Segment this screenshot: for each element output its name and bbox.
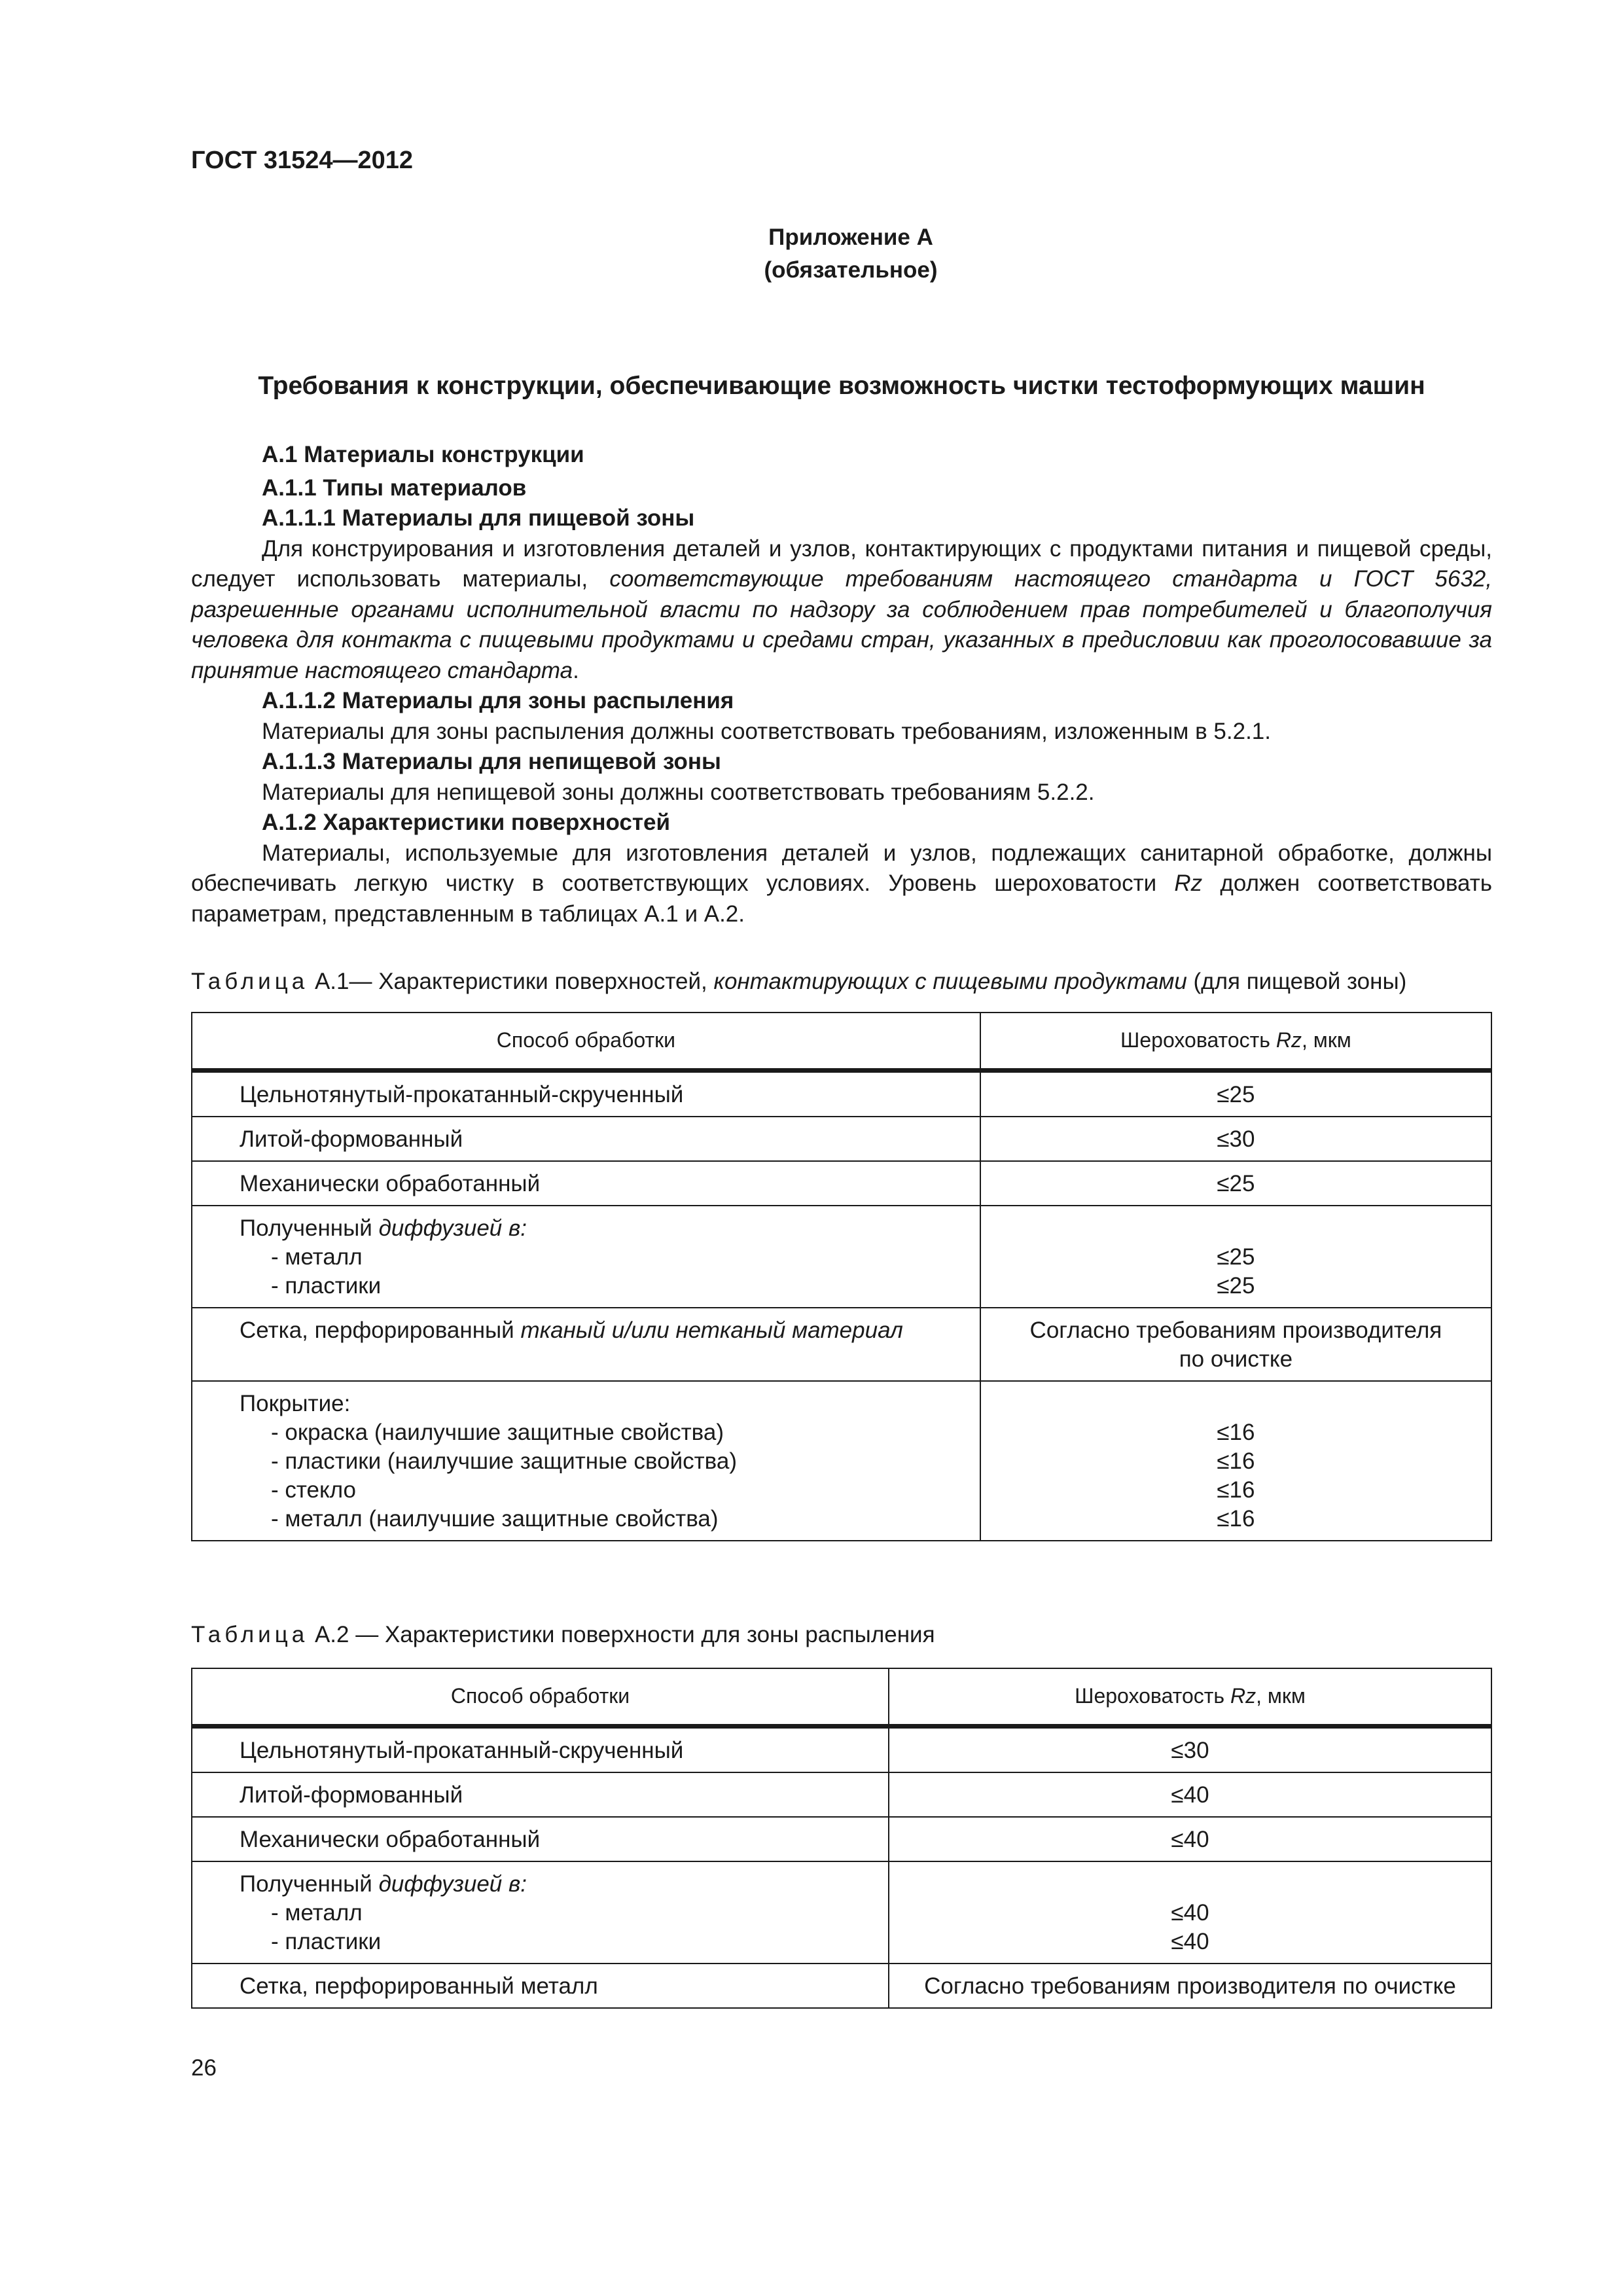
body-text: [191, 440, 1492, 929]
section-a112: А.1.1.2 Материалы для зоны распыления: [262, 688, 734, 713]
section-a12: А.1.2 Характеристики поверхностей: [262, 810, 671, 835]
table1-col-roughness: Шероховатость Rz, мкм: [980, 1013, 1491, 1070]
annex-heading: Требования к конструкции, обеспечивающие возможность чистки тестоформующих машин: [258, 372, 1425, 400]
table2: [191, 1668, 1492, 2009]
table-row: Покрытие: - окраска (наилучшие защитные свойства) - пластики (наилучшие защитные свойства) - стекло - металл (наилучшие защитные свойства) ≤16 ≤16 ≤16 ≤16: [192, 1381, 1491, 1541]
table-row: Сетка, перфорированный тканый и/или нетканый материал Согласно требованиям производителя по очистке: [192, 1308, 1491, 1381]
section-a113: А.1.1.3 Материалы для непищевой зоны: [262, 749, 721, 774]
table-row: Механически обработанный ≤25: [192, 1161, 1491, 1206]
table2-col-roughness: Шероховатость Rz, мкм: [889, 1668, 1491, 1726]
annex-title: Приложение А: [768, 224, 933, 250]
paragraph-non-food-zone: Материалы для непищевой зоны должны соответствовать требованиям 5.2.2.: [262, 779, 1095, 805]
document-code: ГОСТ 31524—2012: [191, 147, 414, 174]
paragraph-surface: Материалы, используемые для изготовления деталей и узлов, подлежащих санитарной обработке, должны обеспечивать легкую чистку в соответствующих условиях. Уровень шероховатости Rz должен соответствовать параметрам, представленным в таблицах А.1 и А.2.: [191, 840, 1493, 927]
section-a111: А.1.1.1 Материалы для пищевой зоны: [262, 505, 695, 531]
table-row: Механически обработанный ≤40: [192, 1817, 1491, 1861]
annex-header: [0, 221, 1623, 287]
table-row: Полученный диффузией в: - металл - пластики ≤40 ≤40: [192, 1861, 1491, 1964]
table-row: Литой-формованный ≤40: [192, 1772, 1491, 1817]
table1-col-method: Способ обработки: [192, 1013, 980, 1070]
table1-caption: Таблица А.1— Характеристики поверхностей, контактирующих с пищевыми продуктами (для пищевой зоны): [191, 969, 1407, 994]
paragraph-food-zone: Для конструирования и изготовления деталей и узлов, контактирующих с продуктами питания и пищевой среды, следует использовать материалы, соответствующие требованиям настоящего стандарта и ГОСТ 5632, разрешенные органами исполнительной власти по надзору за соблюдением прав потребителей и благополучия человека для контакта с пищевыми продуктами и средами стран, указанных в предисловии как проголосовавшие за принятие настоящего стандарта.: [191, 535, 1492, 683]
table2-caption: Таблица А.2 — Характеристики поверхности для зоны распыления: [191, 1622, 935, 1647]
table-row: Сетка, перфорированный металл Согласно требованиям производителя по очистке: [192, 1964, 1491, 2008]
table1: [191, 1012, 1492, 1541]
section-a1: А.1 Материалы конструкции: [262, 442, 584, 467]
table-row: Цельнотянутый-прокатанный-скрученный ≤30: [192, 1726, 1491, 1772]
page-number: 26: [191, 2055, 217, 2081]
table-row: Цельнотянутый-прокатанный-скрученный ≤25: [192, 1070, 1491, 1117]
paragraph-spray-zone: Материалы для зоны распыления должны соответствовать требованиям, изложенным в 5.2.1.: [262, 718, 1271, 744]
table-row: Литой-формованный ≤30: [192, 1117, 1491, 1161]
table-row: Полученный диффузией в: - металл - пластики ≤25 ≤25: [192, 1206, 1491, 1308]
table2-col-method: Способ обработки: [192, 1668, 889, 1726]
section-a11: А.1.1 Типы материалов: [262, 475, 527, 501]
annex-status: (обязательное): [764, 257, 938, 283]
